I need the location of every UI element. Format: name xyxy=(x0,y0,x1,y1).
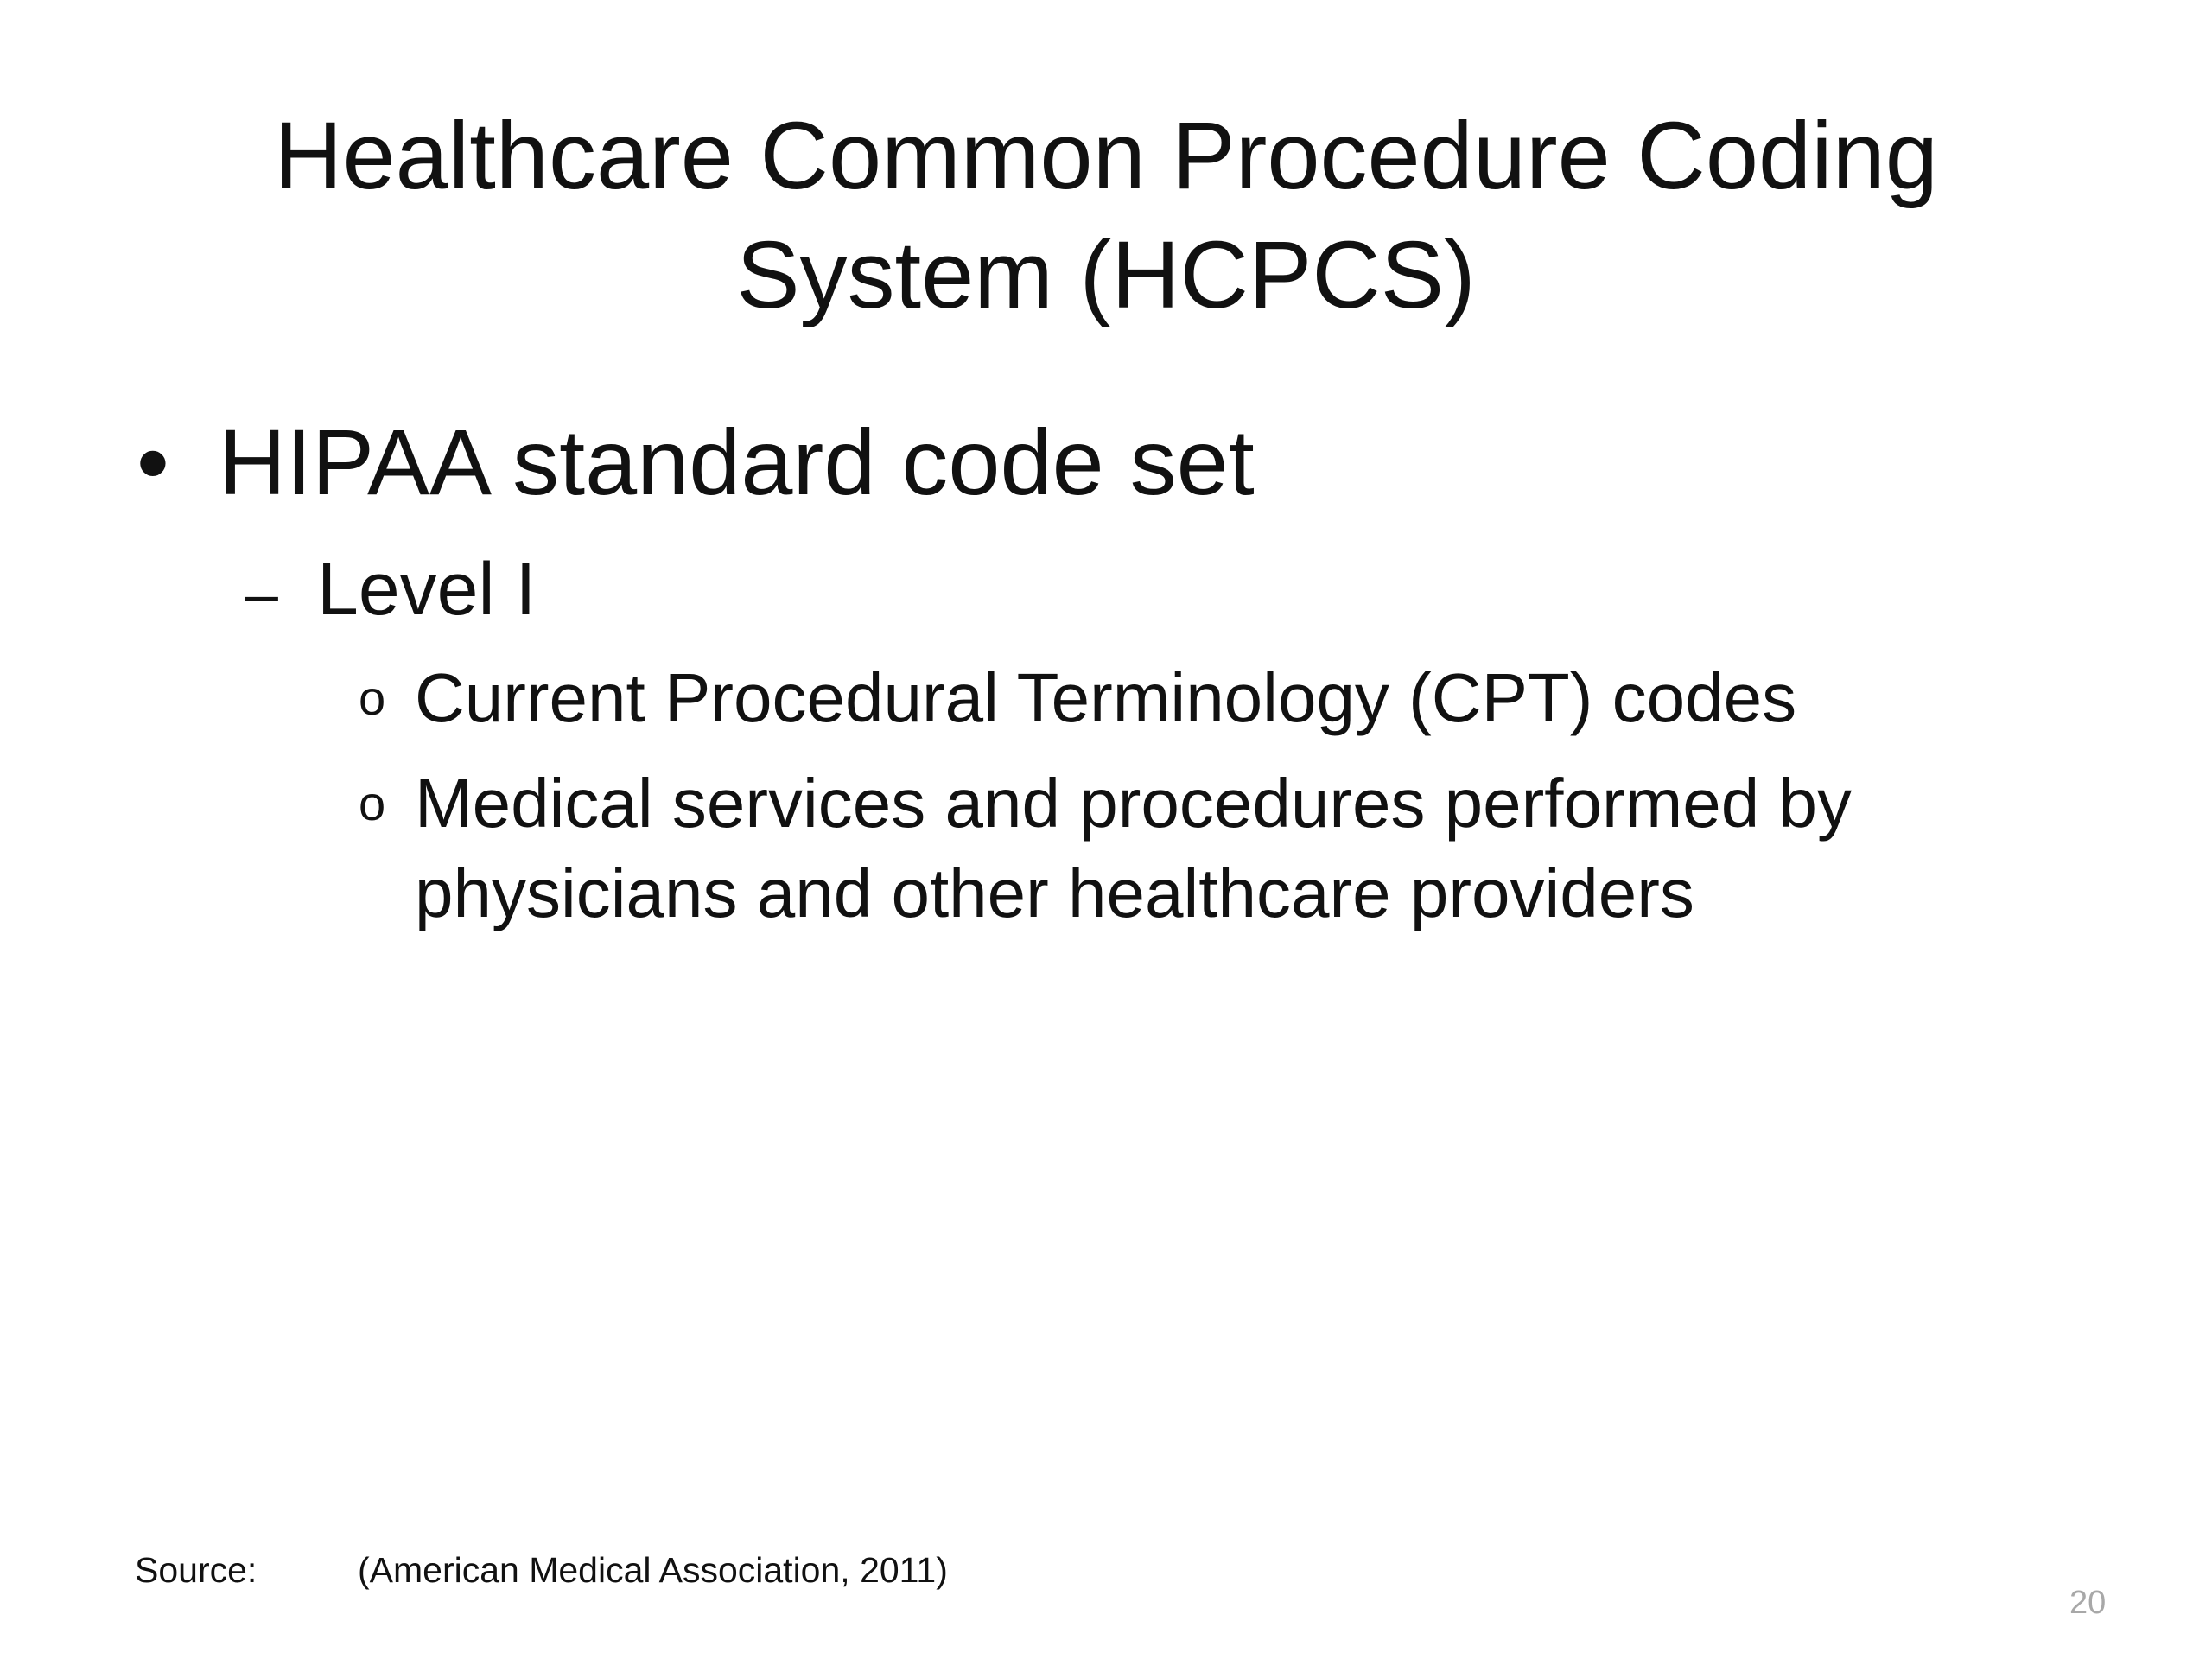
bullet-level-3-text: Current Procedural Terminology (CPT) codes xyxy=(415,659,1797,736)
bullet-level-3-services xyxy=(359,759,2091,938)
bullet-level-2 xyxy=(245,544,536,639)
bullet-level-1-text: HIPAA standard code set xyxy=(219,410,1255,514)
slide-title-line-1: Healthcare Common Procedure Coding xyxy=(274,103,1938,209)
bullet-level-2-text: Level I xyxy=(317,548,537,631)
bullet-level-3-text: Medical services and procedures performed by physicians and other healthcare providers xyxy=(415,765,1853,931)
bullet-level-1 xyxy=(137,406,1255,518)
bullet-dot-icon: • xyxy=(137,410,169,514)
bullet-circle-icon: o xyxy=(359,671,386,725)
bullet-circle-icon: o xyxy=(359,776,386,830)
source-citation xyxy=(135,1548,948,1592)
bullet-dash-icon: – xyxy=(245,560,278,627)
bullet-level-3-cpt xyxy=(359,653,2091,743)
page-number: 20 xyxy=(2069,1585,2107,1621)
source-label: Source: xyxy=(135,1550,257,1590)
source-text: (American Medical Association, 2011) xyxy=(358,1550,948,1590)
slide-title-line-2: System (HCPCS) xyxy=(736,222,1476,328)
slide-title xyxy=(0,97,2212,335)
